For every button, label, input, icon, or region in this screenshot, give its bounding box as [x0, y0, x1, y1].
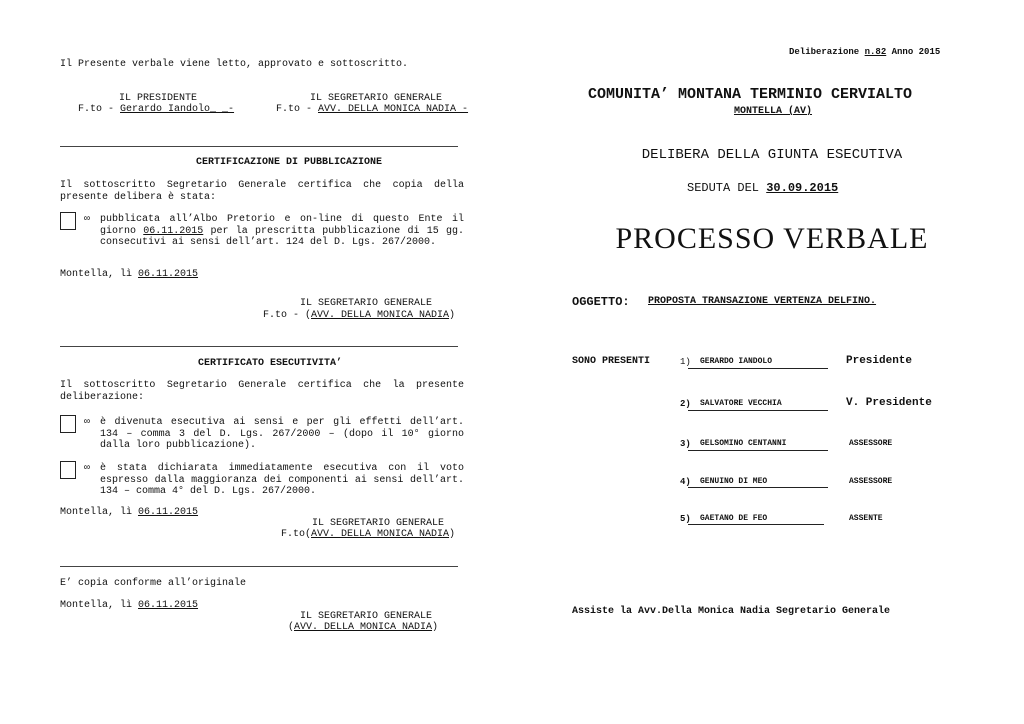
member-name: GERARDO IANDOLO	[700, 357, 773, 366]
copia-sig-title: IL SEGRETARIO GENERALE	[299, 611, 433, 622]
esecutivita-intro: Il sottoscritto Segretario Generale certifica che la presente deliberazione:	[60, 380, 464, 403]
divider	[60, 146, 458, 147]
pubblicazione-sig-title: IL SEGRETARIO GENERALE	[299, 298, 433, 309]
pubblicazione-intro: Il sottoscritto Segretario Generale certifica che copia della presente delibera è stata:	[60, 180, 464, 203]
pubblicazione-checkbox[interactable]	[60, 212, 76, 230]
member-underline	[688, 368, 828, 369]
member-number: 5)	[680, 514, 691, 524]
delibera-number: n.82	[864, 47, 887, 57]
org-place: MONTELLA (AV)	[733, 106, 812, 117]
member-number: 1)	[680, 357, 691, 367]
member-name: SALVATORE VECCHIA	[700, 399, 782, 408]
presidente-title: IL PRESIDENTE	[118, 93, 197, 104]
member-role: V. Presidente	[846, 397, 932, 409]
member-role: ASSESSORE	[849, 477, 893, 486]
processo-verbale-title: PROCESSO VERBALE	[615, 222, 929, 255]
member-underline	[688, 410, 828, 411]
delibera-title: DELIBERA DELLA GIUNTA ESECUTIVA	[641, 147, 903, 163]
member-name: GAETANO DE FEO	[700, 514, 768, 523]
oggetto-label: OGGETTO:	[572, 295, 630, 309]
presenti-label: SONO PRESENTI	[572, 356, 651, 367]
esecutivita-item-2: è stata dichiarata immediatamente esecutiva con il voto espresso dalla maggioranza dei componenti ai sensi dell’art. 134 – comma 4° del D. Lgs. 267/2000.	[100, 463, 464, 497]
presidente-signature: F.to - Gerardo Iandolo_ _-	[78, 104, 235, 115]
esecutivita-sig: F.to(AVV. DELLA MONICA NADIA)	[281, 529, 456, 540]
member-underline	[688, 450, 828, 451]
divider	[60, 566, 458, 567]
esecutivita-item-1: è divenuta esecutiva ai sensi e per gli effetti dell’art. 134 – comma 3 del D. Lgs. 267/2000 – (dopo il 10° giorno dalla loro pubblicazione).	[100, 417, 464, 451]
member-number: 4)	[680, 477, 691, 487]
bullet-icon: ∞	[84, 417, 91, 428]
pubblicazione-title: CERTIFICAZIONE DI PUBBLICAZIONE	[195, 157, 383, 168]
member-name: GELSOMINO CENTANNI	[700, 439, 787, 448]
pubblicazione-sig: F.to - (AVV. DELLA MONICA NADIA)	[263, 310, 456, 321]
member-role: Presidente	[846, 355, 913, 367]
seduta-date: 30.09.2015	[766, 181, 839, 195]
presidente-name: Gerardo Iandolo_ _-	[120, 104, 235, 115]
bullet-icon: ∞	[84, 463, 91, 474]
esecutivita-checkbox-2[interactable]	[60, 461, 76, 479]
divider	[60, 346, 458, 347]
copia-sig: (AVV. DELLA MONICA NADIA)	[288, 622, 439, 633]
esecutivita-sig-title: IL SEGRETARIO GENERALE	[311, 518, 445, 529]
member-role: ASSENTE	[849, 514, 883, 523]
member-name: GENUINO DI MEO	[700, 477, 768, 486]
member-underline	[688, 524, 824, 525]
segretario-title: IL SEGRETARIO GENERALE	[309, 93, 443, 104]
member-number: 3)	[680, 439, 691, 449]
pubblicazione-place: Montella, lì 06.11.2015	[60, 269, 199, 280]
esecutivita-place: Montella, lì 06.11.2015	[60, 507, 199, 518]
segretario-name: AVV. DELLA MONICA NADIA -	[318, 104, 469, 115]
esecutivita-checkbox-1[interactable]	[60, 415, 76, 433]
member-role: ASSESSORE	[849, 439, 893, 448]
intro-text: Il Presente verbale viene letto, approvato e sottoscritto.	[60, 59, 409, 70]
oggetto-text: PROPOSTA TRANSAZIONE VERTENZA DELFINO.	[648, 296, 877, 307]
esecutivita-title: CERTIFICATO ESECUTIVITA’	[197, 358, 343, 369]
segretario-signature: F.to - AVV. DELLA MONICA NADIA -	[276, 104, 469, 115]
seduta-line: SEDUTA DEL 30.09.2015	[687, 181, 839, 195]
delibera-number-line: Deliberazione n.82 Anno 2015	[789, 47, 941, 57]
member-underline	[688, 487, 828, 488]
bullet-icon: ∞	[84, 214, 91, 225]
assiste-text: Assiste la Avv.Della Monica Nadia Segretario Generale	[572, 606, 891, 617]
org-name: COMUNITA’ MONTANA TERMINIO CERVIALTO	[588, 86, 913, 103]
copia-text: E’ copia conforme all’originale	[60, 578, 247, 589]
copia-place: Montella, lì 06.11.2015	[60, 600, 199, 611]
member-number: 2)	[680, 399, 691, 409]
pubblicazione-item: pubblicata all’Albo Pretorio e on-line di questo Ente il giorno 06.11.2015 per la prescritta pubblicazione di 15 gg. consecutivi ai sensi dell’art. 124 del D. Lgs. 267/2000.	[100, 214, 464, 248]
pubblicazione-date: 06.11.2015	[143, 225, 204, 237]
